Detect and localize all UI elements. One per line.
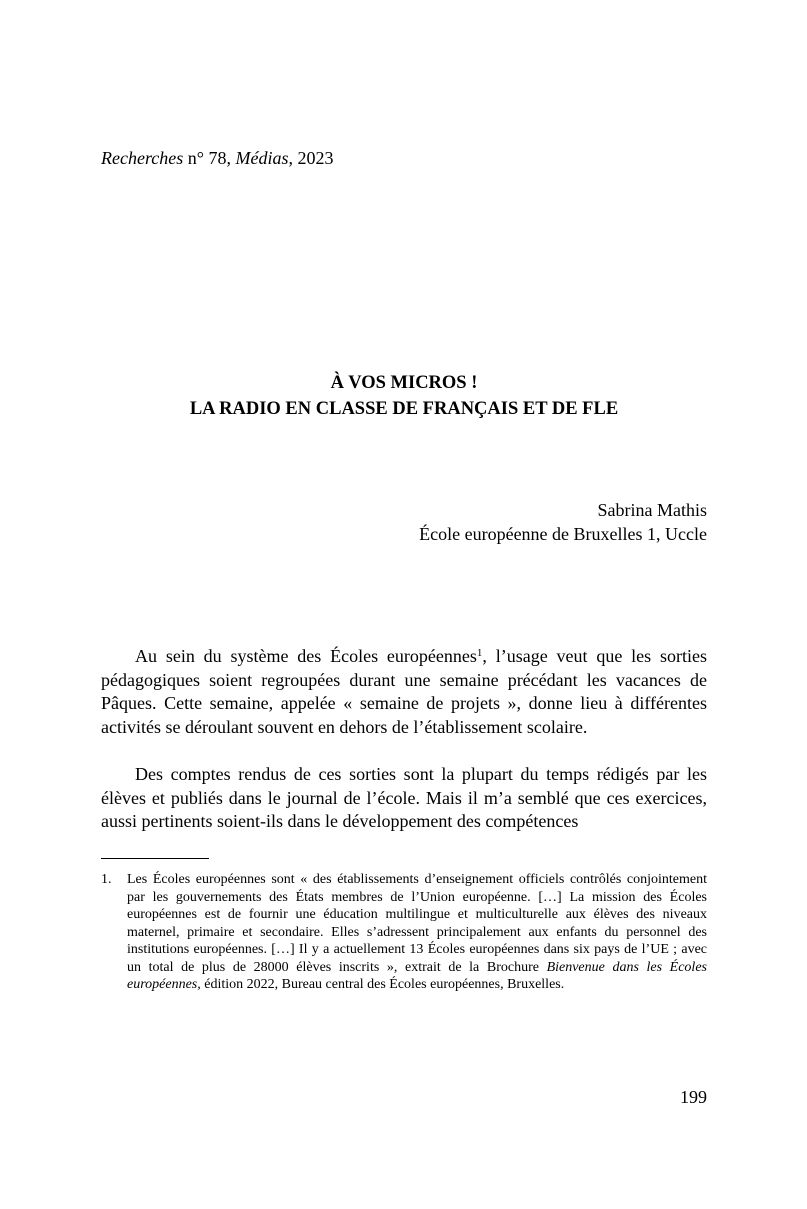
page-number: 199 [680,1087,707,1107]
footnote-divider [101,858,209,859]
author-affiliation: École européenne de Bruxelles 1, Uccle [419,524,707,544]
footnote-number: 1. [101,872,112,887]
article-title-line-2: LA RADIO EN CLASSE DE FRANÇAIS ET DE FLE [189,399,619,419]
article-title-line-1: À VOS MICROS ! [330,373,478,393]
paragraph-1-rest: , l’usage veut que les sorties pédagogiques soient regroupées durant une semaine précédant les vacances de Pâques. Cette semaine, appelée « semaine de projets », donne lieu à différentes activités se déroulant souvent en dehors de l’établissement scolaire. [101,646,708,737]
footnote-body [127,871,707,994]
issue-theme: Médias [235,148,289,168]
running-header [101,146,334,170]
issue-year: , 2023 [288,148,334,168]
footnote-brochure-title: Bienvenue dans les Écoles européennes [127,959,707,992]
journal-name: Recherches [101,148,184,168]
footnote-text-end: , édition 2022, Bureau central des Écoles européennes, Bruxelles. [197,977,565,992]
author-name: Sabrina Mathis [597,500,707,520]
body-paragraph-1 [101,645,707,739]
footnote [101,871,707,994]
footnote-text: Les Écoles européennes sont « des établissements d’enseignement officiels contrôlés conjointement par les gouvernements des États membres de l’Union européenne. […] La mission des Écoles européennes est de fournir une éducation multilingue et multiculturelle aux élèves des niveaux maternel, primaire et secondaire. Elles s’adressent principalement aux enfants du personnel des institutions européennes. […] Il y a actuellement 13 Écoles européennes dans six pays de l’UE ; avec un total de plus de 28000 élèves inscrits », extrait de la Brochure [127,872,707,975]
issue-number: n° 78, [183,148,236,168]
footnote-reference[interactable]: 1 [476,647,483,659]
paragraph-2-text: Des comptes rendus de ces sorties sont la plupart du temps rédigés par les élèves et publiés dans le journal de l’école. Mais il m’a semblé que ces exercices, aussi pertinents soient-ils dans le développement des compétences [101,764,707,832]
paragraph-1-start: Au sein du système des Écoles européennes [135,646,477,666]
body-paragraph-2 [101,763,707,834]
